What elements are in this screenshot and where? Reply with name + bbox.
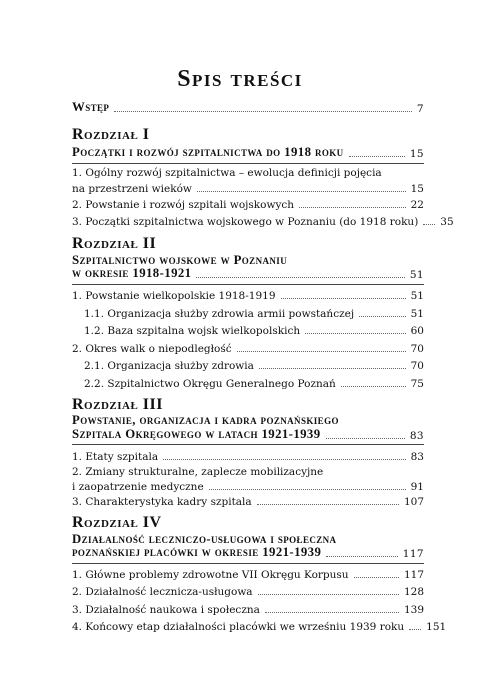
leader-dots — [281, 298, 406, 299]
toc-item-3-3[interactable]: 3. Charakterystyka kadry szpitala 107 — [72, 496, 424, 508]
toc-item-2-1[interactable]: 1. Powstanie wielkopolskie 1918-1919 51 — [72, 290, 424, 302]
page-number: 51 — [410, 308, 424, 320]
chapter-3-heading[interactable]: Szpitala Okręgowego w latach 1921-1939 83 — [72, 427, 424, 442]
toc-item-3-1[interactable]: 1. Etaty szpitala 83 — [72, 451, 424, 463]
page-number: 15 — [410, 183, 424, 195]
page-number: 83 — [409, 430, 424, 442]
chapter-2-heading[interactable]: w okresie 1918-1921 51 — [72, 266, 424, 281]
page-number: 70 — [410, 343, 424, 355]
page-number: 151 — [426, 621, 447, 633]
leader-dots — [237, 351, 406, 352]
divider — [72, 444, 424, 445]
page-number: 51 — [409, 269, 424, 281]
chapter-4-heading[interactable]: poznańskiej placówki w okresie 1921-1939 117 — [72, 545, 424, 560]
page-number: 60 — [410, 325, 424, 337]
leader-dots — [326, 438, 405, 439]
toc-item-4-1[interactable]: 1. Główne problemy zdrowotne VII Okręgu Korpusu 117 — [72, 569, 424, 581]
chapter-3-label: Rozdział III — [72, 396, 163, 413]
page-number: 83 — [410, 451, 424, 463]
chapter-3-heading-line1: Powstanie, organizacja i kadra poznańskiego — [72, 413, 339, 427]
toc-item-3-2[interactable]: i zaopatrzenie medyczne 91 — [72, 481, 424, 493]
leader-dots — [423, 224, 435, 225]
chapter-1-heading[interactable]: Początki i rozwój szpitalnictwa do 1918 roku 15 — [72, 145, 424, 160]
leader-dots — [305, 333, 406, 334]
page-number: 75 — [410, 378, 424, 390]
page-number: 107 — [403, 496, 424, 508]
toc-item-2-1-2[interactable]: 1.2. Baza szpitalna wojsk wielkopolskich 60 — [84, 325, 424, 337]
page-title: Spis treści — [177, 66, 303, 92]
page-number: 35 — [440, 216, 454, 228]
page-number: 7 — [416, 103, 424, 115]
entry-label: Wstęp — [72, 100, 110, 114]
page-number: 70 — [410, 360, 424, 372]
chapter-2-label: Rozdział II — [72, 235, 157, 252]
page-number: 117 — [402, 548, 424, 560]
chapter-1-label: Rozdział I — [72, 126, 150, 143]
chapter-4-heading-line1: Działalność leczniczo-usługowa i społeczna — [72, 532, 337, 546]
leader-dots — [265, 612, 399, 613]
chapter-4-label: Rozdział IV — [72, 514, 162, 531]
leader-dots — [299, 207, 406, 208]
leader-dots — [409, 629, 421, 630]
toc-item-4-2[interactable]: 2. Działalność lecznicza-usługowa 128 — [72, 586, 424, 598]
divider — [72, 163, 424, 164]
divider — [72, 284, 424, 285]
leader-dots — [349, 156, 405, 157]
toc-item-2-2-2[interactable]: 2.2. Szpitalnictwo Okręgu Generalnego Poznań 75 — [84, 378, 424, 390]
leader-dots — [326, 556, 397, 557]
leader-dots — [259, 368, 406, 369]
toc-item-2-2-1[interactable]: 2.1. Organizacja służby zdrowia 70 — [84, 360, 424, 372]
leader-dots — [258, 594, 399, 595]
toc-item-1-1-line1: 1. Ogólny rozwój szpitalnictwa – ewolucja definicji pojęcia — [72, 167, 382, 179]
page-number: 139 — [403, 604, 424, 616]
toc-item-1-2[interactable]: 2. Powstanie i rozwój szpitali wojskowych 22 — [72, 199, 424, 211]
divider — [72, 563, 424, 564]
leader-dots — [209, 489, 406, 490]
leader-dots — [196, 277, 404, 278]
leader-dots — [341, 386, 406, 387]
page-number: 22 — [410, 199, 424, 211]
page-number: 117 — [403, 569, 424, 581]
toc-item-3-2-line1: 2. Zmiany strukturalne, zaplecze mobilizacyjne — [72, 466, 324, 478]
page-number: 128 — [403, 586, 424, 598]
toc-item-2-1-1[interactable]: 1.1. Organizacja służby zdrowia armii powstańczej 51 — [84, 308, 424, 320]
leader-dots — [354, 577, 399, 578]
page-number: 15 — [409, 148, 424, 160]
leader-dots — [359, 316, 406, 317]
toc-item-1-1[interactable]: na przestrzeni wieków 15 — [72, 183, 424, 195]
toc-item-1-3[interactable]: 3. Początki szpitalnictwa wojskowego w Poznaniu (do 1918 roku) 35 — [72, 216, 454, 228]
leader-dots — [257, 504, 399, 505]
leader-dots — [163, 459, 406, 460]
leader-dots — [114, 111, 412, 112]
toc-entry-wstep[interactable] — [72, 100, 424, 115]
leader-dots — [197, 191, 406, 192]
toc-item-2-2[interactable]: 2. Okres walk o niepodległość 70 — [72, 343, 424, 355]
chapter-2-heading-line1: Szpitalnictwo wojskowe w Poznaniu — [72, 253, 288, 267]
page-number: 51 — [410, 290, 424, 302]
page-number: 91 — [410, 481, 424, 493]
toc-item-4-4[interactable]: 4. Końcowy etap działalności placówki we wrześniu 1939 roku 151 — [72, 621, 447, 633]
toc-item-4-3[interactable]: 3. Działalność naukowa i społeczna 139 — [72, 604, 424, 616]
